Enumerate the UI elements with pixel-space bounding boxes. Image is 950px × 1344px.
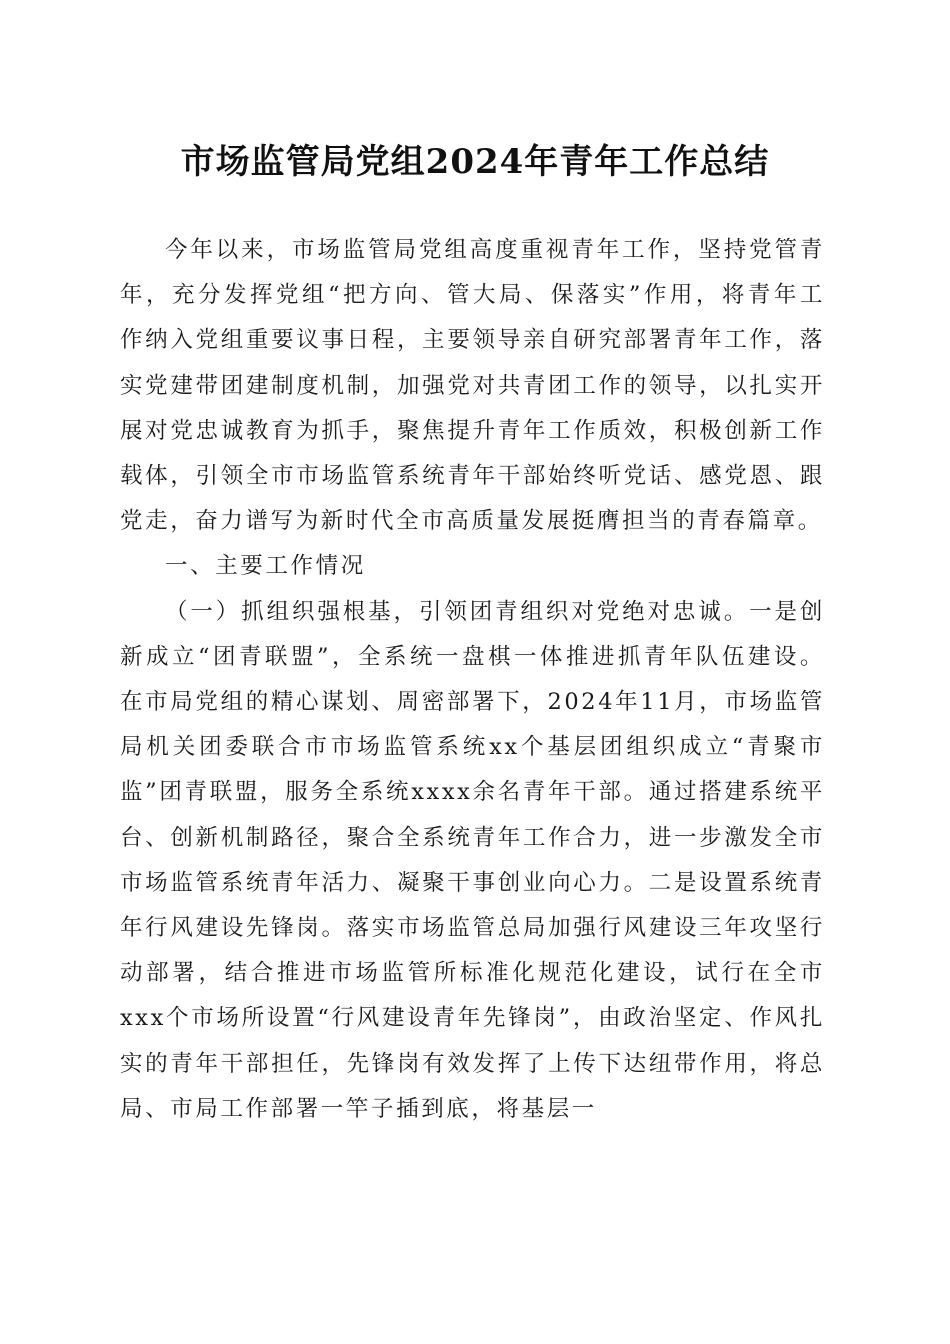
section-heading: 一、主要工作情况	[165, 553, 366, 580]
section-paragraph: （一）抓组织强根基，引领团青组织对党绝对忠诚。一是创新成立“团青联盟”，全系统一盘棋一体推进抓青年队伍建设。在市局党组的精心谋划、周密部署下，2024年11月，市场监管局机关团委联合市市场监管系统xx个基层团组织成立“青聚市监”团青联盟，服务全系统xxxx余名青年干部。通过搭建系统平台、创新机制路径，聚合全系统青年工作合力，进一步激发全市市场监管系统青年活力、凝聚干事创业向心力。二是设置系统青年行风建设先锋岗。落实市场监管总局加强行风建设三年攻坚行动部署，结合推进市场监管所标准化规范化建设，试行在全市xxx个市场所设置“行风建设青年先锋岗”，由政治坚定、作风扎实的青年干部担任，先锋岗有效发挥了上传下达纽带作用，将总局、市局工作部署一竿子插到底，将基层一	[120, 598, 825, 1122]
intro-paragraph: 今年以来，市场监管局党组高度重视青年工作，坚持党管青年，充分发挥党组“把方向、管大局、保落实”作用，将青年工作纳入党组重要议事日程，主要领导亲自研究部署青年工作，落实党建带团建制度机制，加强党对共青团工作的领导，以扎实开展对党忠诚教育为抓手，聚焦提升青年工作质效，积极创新工作载体，引领全市市场监管系统青年干部始终听党话、感党恩、跟党走，奋力谱写为新时代全市高质量发展挺膺担当的青春篇章。	[120, 237, 825, 535]
document-body	[120, 228, 825, 1132]
document-title: 市场监管局党组2024年青年工作总结	[180, 142, 770, 182]
